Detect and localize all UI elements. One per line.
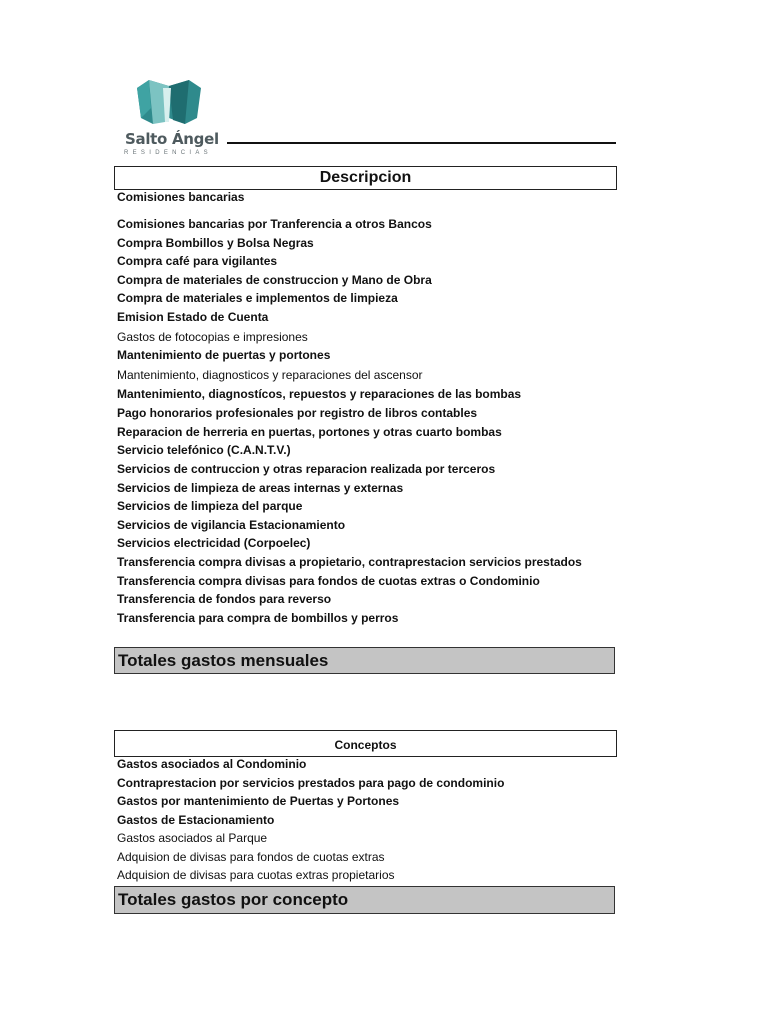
logo-title: Salto Ángel bbox=[125, 130, 219, 148]
conceptos-list-item: Gastos por mantenimiento de Puertas y Portones bbox=[117, 794, 400, 808]
conceptos-list-item: Gastos de Estacionamiento bbox=[117, 813, 275, 827]
logo-subtitle: RESIDENCIAS bbox=[124, 150, 212, 156]
descripcion-header: Descripcion bbox=[114, 166, 617, 190]
descripcion-list-item: Gastos de fotocopias e impresiones bbox=[117, 330, 308, 344]
descripcion-list-item: Servicios de vigilancia Estacionamiento bbox=[117, 518, 346, 532]
descripcion-list-item: Servicios de limpieza del parque bbox=[117, 499, 303, 513]
conceptos-list-item: Gastos asociados al Condominio bbox=[117, 757, 307, 771]
descripcion-list-item: Servicios de limpieza de areas internas y externas bbox=[117, 481, 404, 495]
descripcion-list-item: Transferencia para compra de bombillos y perros bbox=[117, 611, 399, 625]
descripcion-list-item: Mantenimiento de puertas y portones bbox=[117, 348, 331, 362]
descripcion-list-item: Pago honorarios profesionales por registro de libros contables bbox=[117, 406, 478, 420]
descripcion-list-item: Comisiones bancarias bbox=[117, 190, 245, 204]
descripcion-list-item: Compra de materiales de construccion y Mano de Obra bbox=[117, 273, 432, 287]
waterfall-logo-icon bbox=[135, 78, 203, 126]
descripcion-list-item: Emision Estado de Cuenta bbox=[117, 310, 269, 324]
descripcion-list-item: Comisiones bancarias por Tranferencia a otros Bancos bbox=[117, 217, 432, 231]
salto-angel-logo bbox=[120, 78, 220, 160]
totales-gastos-por-concepto: Totales gastos por concepto bbox=[114, 886, 615, 914]
descripcion-list-item: Compra de materiales e implementos de limpieza bbox=[117, 291, 398, 305]
descripcion-list-item: Compra Bombillos y Bolsa Negras bbox=[117, 236, 314, 250]
conceptos-header: Conceptos bbox=[114, 730, 617, 757]
descripcion-list-item: Transferencia compra divisas a propietario, contraprestacion servicios prestados bbox=[117, 555, 582, 569]
descripcion-list-item: Transferencia compra divisas para fondos de cuotas extras o Condominio bbox=[117, 574, 540, 588]
conceptos-list-item: Gastos asociados al Parque bbox=[117, 831, 268, 845]
conceptos-list-item: Adquision de divisas para cuotas extras propietarios bbox=[117, 868, 395, 882]
descripcion-list-item: Servicios de contruccion y otras reparacion realizada por terceros bbox=[117, 462, 496, 476]
descripcion-list-item: Servicios electricidad (Corpoelec) bbox=[117, 536, 311, 550]
header-rule bbox=[227, 142, 616, 144]
descripcion-list-item: Reparacion de herreria en puertas, portones y otras cuarto bombas bbox=[117, 425, 502, 439]
totales-gastos-mensuales: Totales gastos mensuales bbox=[114, 647, 615, 674]
descripcion-list-item: Transferencia de fondos para reverso bbox=[117, 592, 332, 606]
conceptos-list-item: Adquision de divisas para fondos de cuotas extras bbox=[117, 850, 385, 864]
conceptos-list-item: Contraprestacion por servicios prestados para pago de condominio bbox=[117, 776, 505, 790]
descripcion-list-item: Mantenimiento, diagnostícos, repuestos y reparaciones de las bombas bbox=[117, 387, 522, 401]
descripcion-list-item: Mantenimiento, diagnosticos y reparaciones del ascensor bbox=[117, 368, 423, 382]
descripcion-list-item: Servicio telefónico (C.A.N.T.V.) bbox=[117, 443, 291, 457]
descripcion-list-item: Compra café para vigilantes bbox=[117, 254, 278, 268]
